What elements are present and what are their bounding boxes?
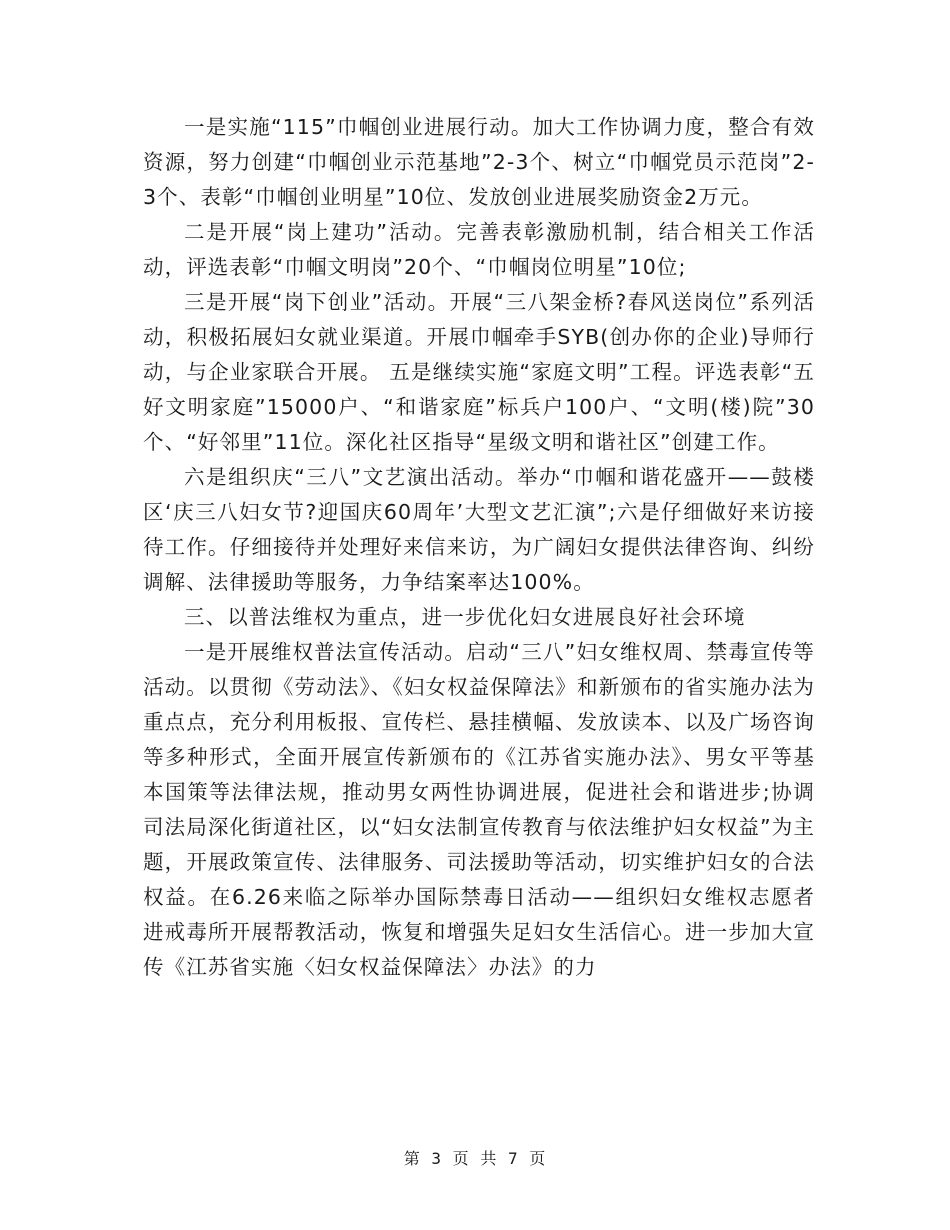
section-heading: 三、以普法维权为重点，进一步优化妇女进展良好社会环境 (184, 605, 746, 629)
paragraph-3: 三是开展“岗下创业”活动。开展“三八架金桥?春风送岗位”系列活动，积极拓展妇女就业渠道。开展巾帼牵手SYB(创办你的企业)导师行动，与企业家联合开展。 五是继续实施“家庭文明”工程。评选表彰“五好文明家庭”15000户、“和谐家庭”标兵户100户、“文明(楼)院”30个、“好邻里”11位。深化社区指导“星级文明和谐社区”创建工作。 (143, 290, 815, 454)
paragraph-5: 一是开展维权普法宣传活动。启动“三八”妇女维权周、禁毒宣传等活动。以贯彻《劳动法》、《妇女权益保障法》和新颁布的省实施办法为重点点，充分利用板报、宣传栏、悬挂横幅、发放读本、以及广场咨询等多种形式，全面开展宣传新颁布的《江苏省实施办法》、男女平等基本国策等法律法规，推动男女两性协调进展，促进社会和谐进步;协调司法局深化街道社区，以“妇女法制宣传教育与依法维护妇女权益”为主题，开展政策宣传、法律服务、司法援助等活动，切实维护妇女的合法权益。在6.26来临之际举办国际禁毒日活动——组织妇女维权志愿者进戒毒所开展帮教活动，恢复和增强失足妇女生活信心。进一步加大宣传《江苏省实施〈妇女权益保障法〉办法》的力 (143, 640, 815, 979)
paragraph-2: 二是开展“岗上建功”活动。完善表彰激励机制，结合相关工作活动，评选表彰“巾帼文明岗”20个、“巾帼岗位明星”10位; (143, 220, 815, 279)
paragraph-4: 六是组织庆“三八”文艺演出活动。举办“巾帼和谐花盛开——鼓楼区‘庆三八妇女节?迎国庆60周年’大型文艺汇演”;六是仔细做好来访接待工作。仔细接待并处理好来信来访，为广阔妇女提供法律咨询、纠纷调解、法律援助等服务，力争结案率达100%。 (143, 465, 815, 594)
document-body (143, 110, 815, 985)
paragraph-1: 一是实施“115”巾帼创业进展行动。加大工作协调力度，整合有效资源，努力创建“巾帼创业示范基地”2-3个、树立“巾帼党员示范岗”2-3个、表彰“巾帼创业明星”10位、发放创业进展奖励资金2万元。 (143, 115, 815, 209)
page-number-footer: 第 3 页 共 7 页 (403, 1149, 547, 1168)
